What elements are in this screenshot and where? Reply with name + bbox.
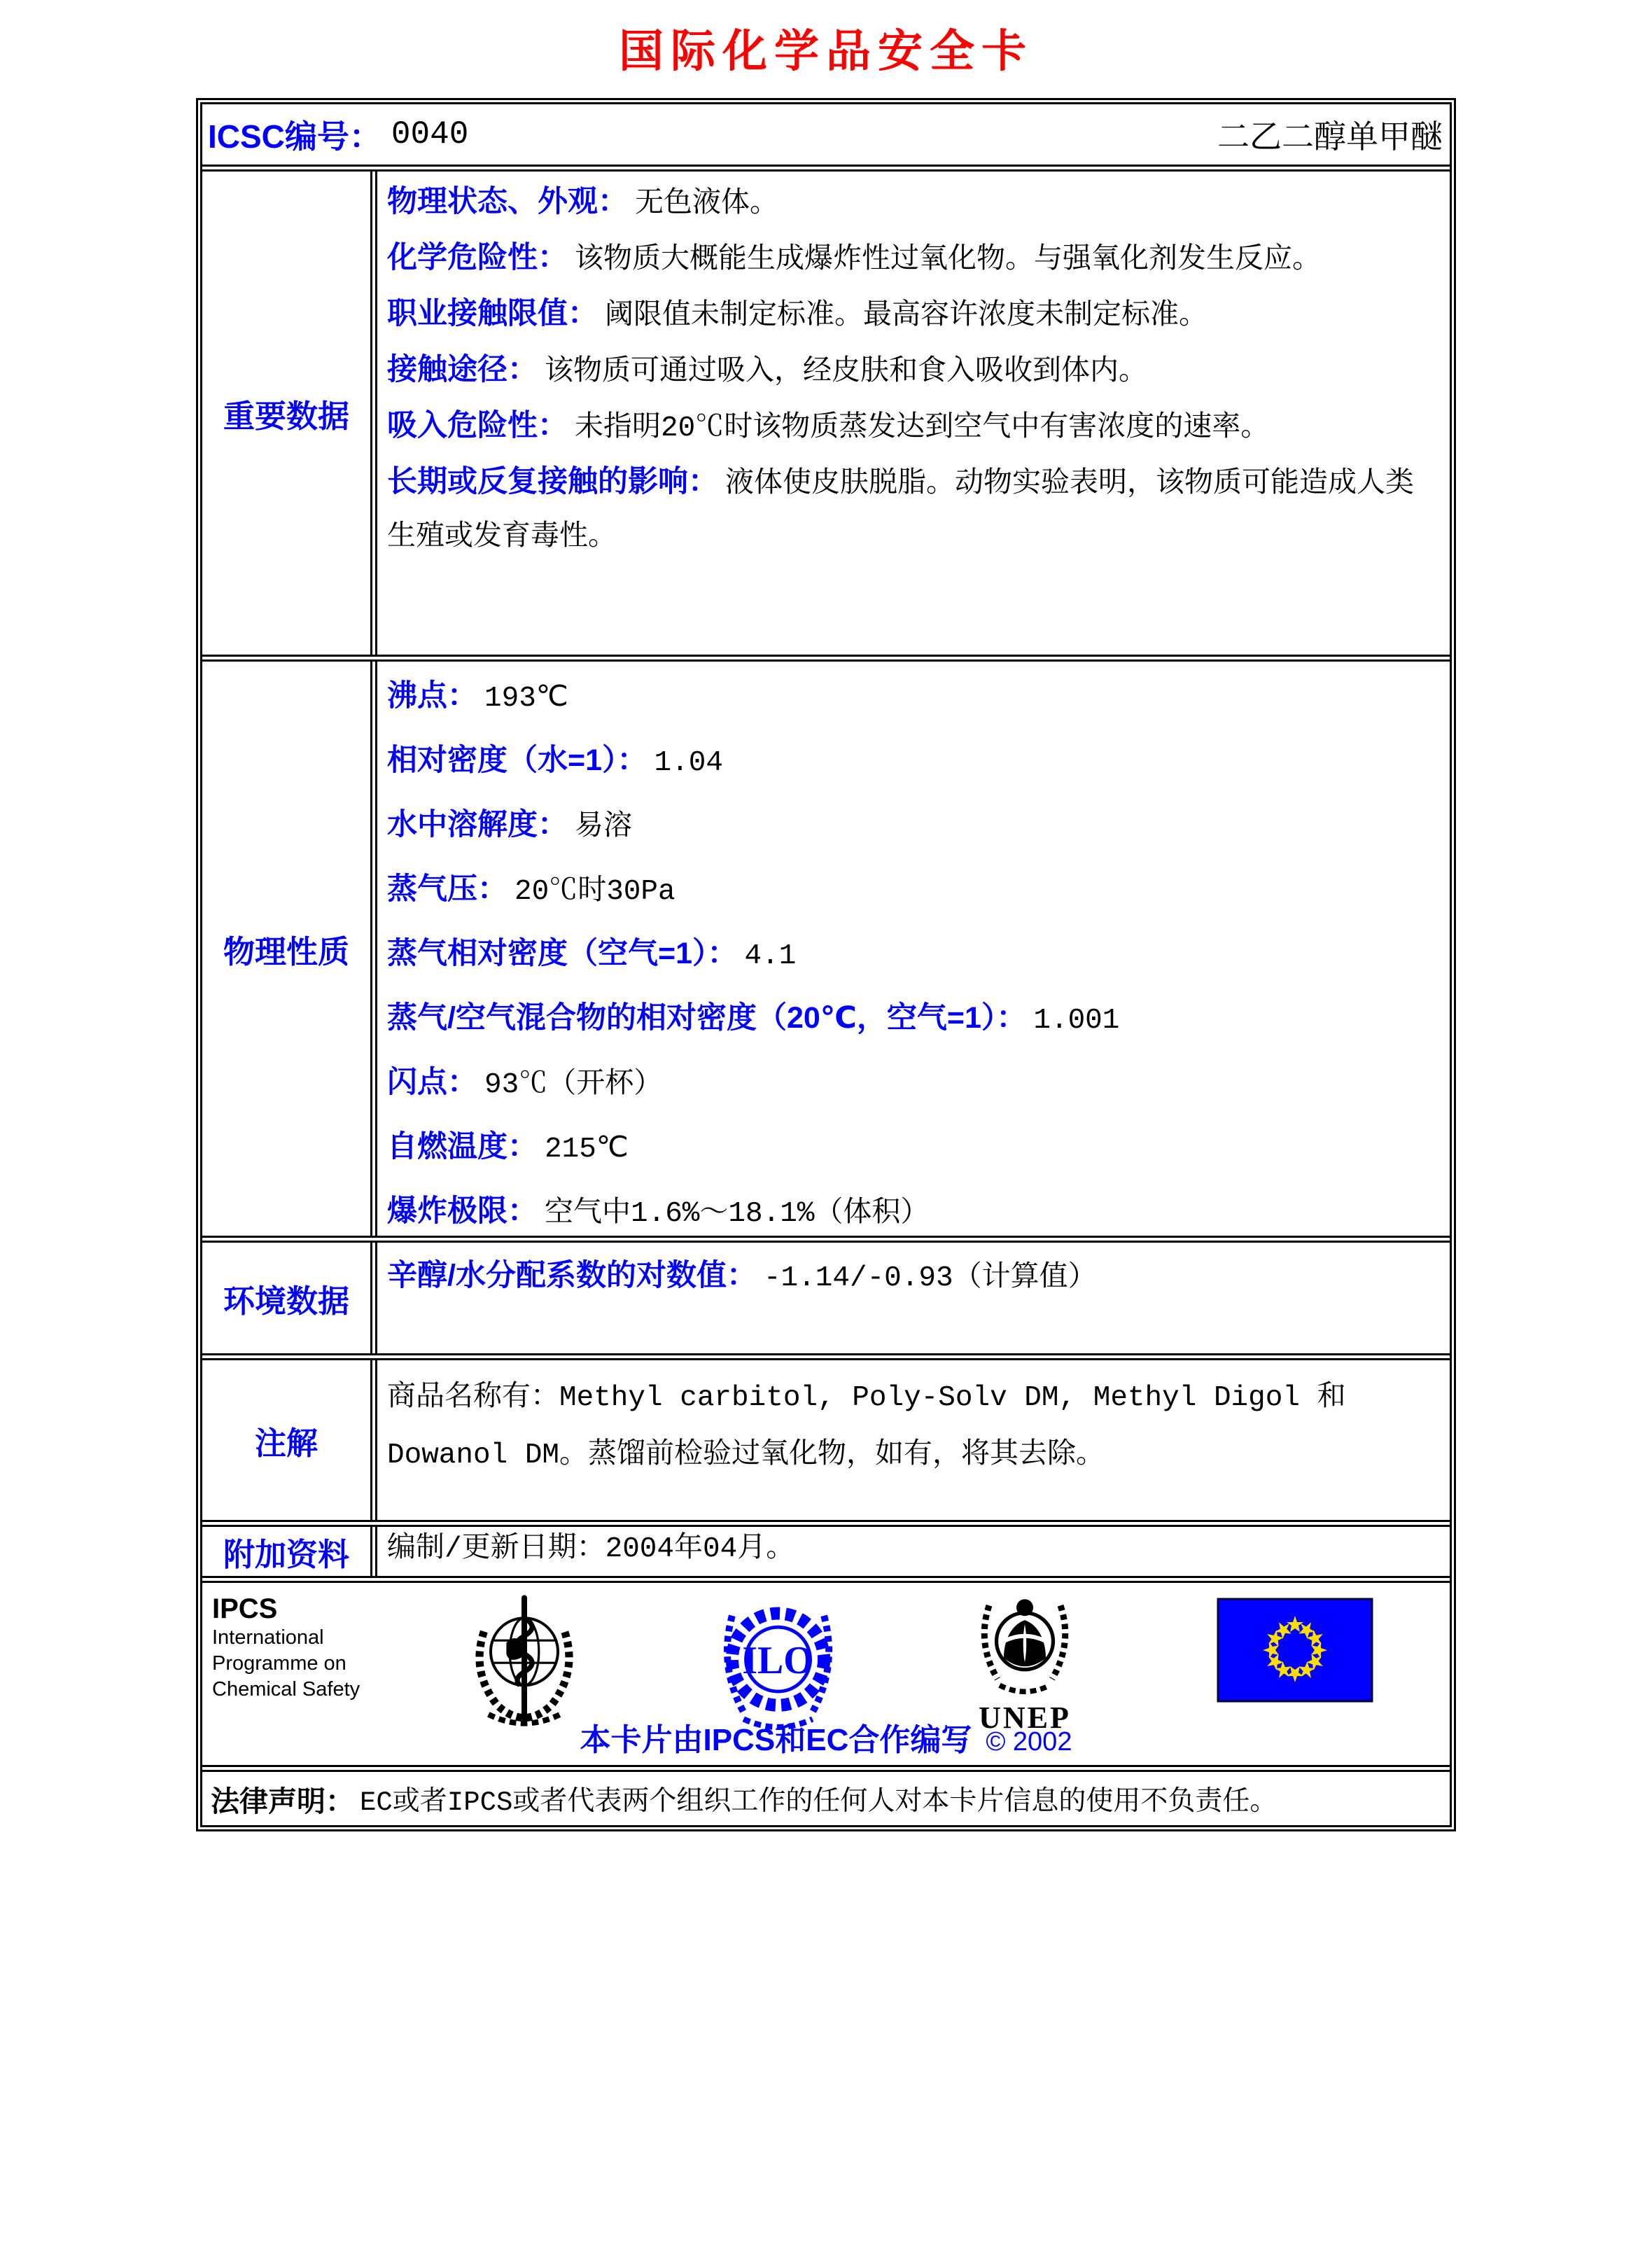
unep-logo-icon — [965, 1593, 1084, 1733]
property-line — [387, 1366, 1437, 1486]
property-value: 易溶 — [575, 811, 632, 844]
property-line — [387, 732, 1437, 796]
icsc-number-label: ICSC编号： — [208, 118, 382, 155]
property-value: 4.1 — [744, 940, 797, 972]
property-value: 无色液体。 — [635, 188, 778, 221]
property-value: 93℃（开杯） — [484, 1069, 663, 1101]
property-label: 爆炸极限： — [387, 1194, 538, 1228]
credit-text: 本卡片由IPCS和EC合作编写 — [580, 1723, 972, 1757]
ilo-letters: ILO — [742, 1638, 814, 1682]
property-label: 化学危险性： — [387, 241, 568, 274]
chemical-name: 二乙二醇单甲醚 — [1217, 121, 1443, 158]
property-value: 该物质可通过吸入，经皮肤和食入吸收到体内。 — [545, 356, 1147, 389]
ipcs-line: International — [212, 1626, 324, 1649]
property-label: 闪点： — [387, 1066, 477, 1099]
property-value: 20℃时30Pa — [514, 876, 676, 908]
icsc-number-value: 0040 — [391, 116, 469, 153]
property-value: 该物质大概能生成爆炸性过氧化物。与强氧化剂发生反应。 — [575, 244, 1321, 277]
property-label: 相对密度（水=1）： — [387, 743, 648, 777]
copyright-text: © 2002 — [986, 1727, 1072, 1757]
section-content — [377, 662, 1450, 1294]
property-label: 接触途径： — [387, 353, 538, 386]
property-label: 辛醇/水分配系数的对数值： — [387, 1259, 757, 1292]
ipcs-line: Chemical Safety — [212, 1678, 360, 1701]
property-label: 蒸气压： — [387, 872, 507, 906]
legal-notice-label: 法律声明： — [211, 1785, 354, 1817]
property-value: -1.14/-0.93（计算值） — [763, 1262, 1097, 1294]
property-line — [387, 667, 1437, 732]
section-notes — [202, 1353, 1450, 1520]
eu-flag-icon — [1217, 1598, 1373, 1705]
property-line — [387, 177, 1437, 233]
property-label: 沸点： — [387, 679, 477, 713]
legal-notice-row — [202, 1765, 1450, 1825]
page-title: 国际化学品安全卡 — [619, 26, 1033, 76]
property-line — [387, 860, 1437, 925]
section-label: 注解 — [254, 1425, 318, 1461]
property-line — [387, 345, 1437, 401]
property-line — [387, 1118, 1437, 1182]
section-label-cell — [202, 1527, 377, 1576]
property-line — [387, 289, 1437, 345]
property-value: 193℃ — [484, 683, 568, 715]
section-label: 重要数据 — [223, 398, 349, 434]
section-content — [377, 1360, 1450, 1520]
ipcs-text-block — [212, 1593, 384, 1703]
property-label: 吸入危险性： — [387, 409, 568, 442]
property-value: 阈限值未制定标准。最高容许浓度未制定标准。 — [605, 300, 1208, 333]
property-line — [387, 233, 1437, 289]
property-label: 水中溶解度： — [387, 808, 568, 842]
property-value: 1.001 — [1033, 1005, 1120, 1037]
property-label: 物理状态、外观： — [387, 185, 628, 218]
credit-line — [202, 1715, 1450, 1759]
icsc-document-page — [0, 15, 1652, 2241]
section-content — [377, 1527, 1450, 1576]
section-label-cell — [202, 662, 377, 1236]
property-value: 编制/更新日期：2004年04月。 — [387, 1533, 795, 1565]
card-header-row — [202, 104, 1450, 165]
property-value: 未指明20℃时该物质蒸发达到空气中有害浓度的速率。 — [575, 412, 1270, 445]
property-line — [387, 401, 1437, 457]
section-content — [377, 1243, 1450, 1353]
section-label-cell — [202, 1360, 377, 1520]
section-label: 附加资料 — [223, 1536, 349, 1572]
property-line — [387, 989, 1437, 1054]
section-additional-information — [202, 1520, 1450, 1576]
property-line — [387, 796, 1437, 860]
property-value: 空气中1.6%～18.1%（体积） — [545, 1198, 930, 1230]
section-content — [377, 172, 1450, 655]
property-line — [387, 1054, 1437, 1118]
property-line — [387, 1182, 1437, 1247]
property-label: 自燃温度： — [387, 1130, 538, 1164]
property-value: 液体使皮肤脱脂。动物实验表明，该物质可能造成人类生殖或发育毒性。 — [387, 468, 1414, 554]
property-value: 1.04 — [654, 747, 723, 779]
section-label: 环境数据 — [223, 1283, 349, 1319]
section-label-cell — [202, 172, 377, 655]
section-important-data — [202, 165, 1450, 655]
property-value: 215℃ — [545, 1133, 629, 1166]
ipcs-acronym: IPCS — [212, 1593, 278, 1624]
property-line — [387, 1528, 794, 1575]
icsc-card — [196, 98, 1456, 1831]
section-label-cell — [202, 1243, 377, 1353]
legal-notice-text: EC或者IPCS或者代表两个组织工作的任何人对本卡片信息的使用不负责任。 — [360, 1787, 1278, 1818]
icsc-number-group — [208, 111, 468, 158]
property-line — [387, 457, 1437, 566]
property-label: 蒸气/空气混合物的相对密度（20℃，空气=1）： — [387, 1001, 1027, 1035]
unep-wordmark: UNEP — [979, 1701, 1071, 1735]
section-physical-properties — [202, 655, 1450, 1294]
section-label: 物理性质 — [223, 933, 349, 970]
property-line — [387, 925, 1437, 989]
organizations-row — [202, 1576, 1450, 1765]
section-environmental-data — [202, 1236, 1450, 1353]
property-label: 职业接触限值： — [387, 297, 598, 330]
property-label: 蒸气相对密度（空气=1）： — [387, 937, 738, 970]
ipcs-line: Programme on — [212, 1652, 346, 1675]
property-value: 商品名称有：Methyl carbitol, Poly-Solv DM, Methyl Digol 和 Dowanol DM。蒸馏前检验过氧化物，如有，将其去除。 — [387, 1382, 1346, 1472]
property-label: 长期或反复接触的影响： — [387, 465, 718, 498]
